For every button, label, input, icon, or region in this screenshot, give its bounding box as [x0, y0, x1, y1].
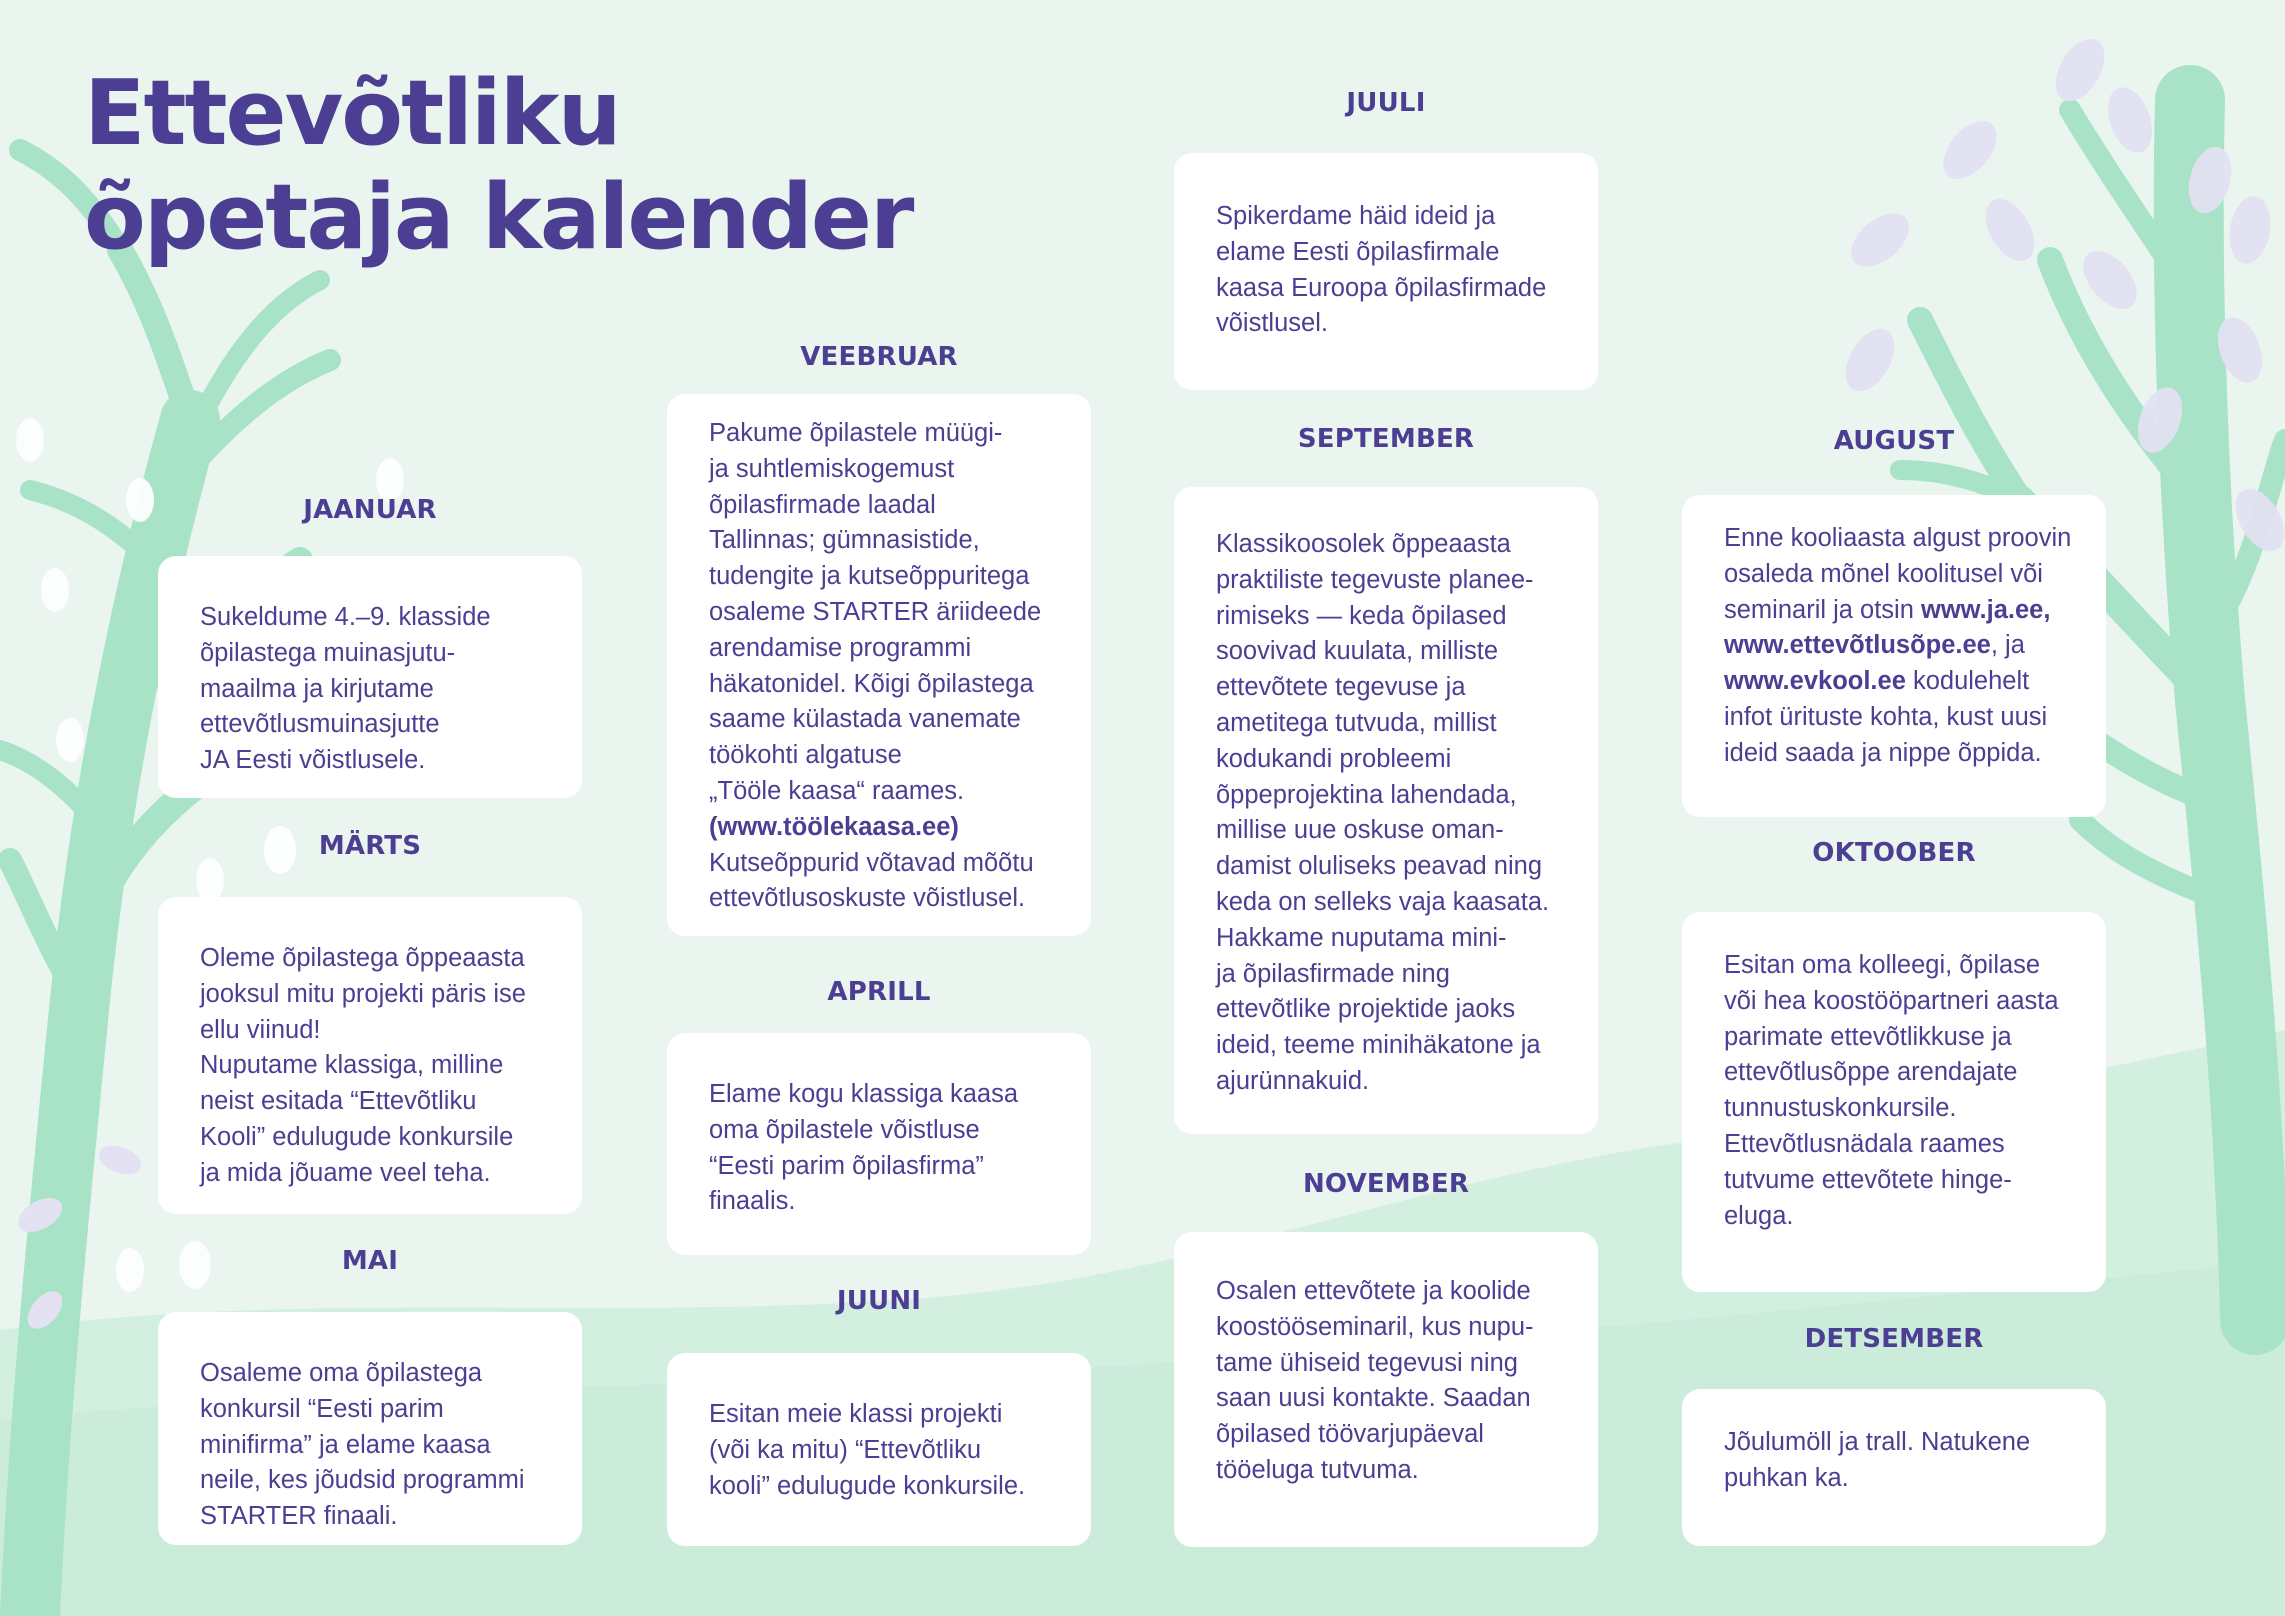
- month-text-november: Osalen ettevõtete ja koolide koostööseminaril, kus nupu- tame ühiseid tegevusi ning saan uusi kontakte. Saadan õpilased töövarjupäeval tööeluga tutvuma.: [1216, 1277, 1534, 1484]
- month-card-november: [1174, 1232, 1598, 1547]
- month-card-veebruar: [667, 394, 1091, 936]
- month-heading-juuli: JUULI: [1346, 88, 1426, 118]
- month-heading-marts: MÄRTS: [318, 831, 422, 861]
- month-heading-september: SEPTEMBER: [1297, 424, 1475, 454]
- month-card-august: [1682, 495, 2106, 817]
- month-card-mai: [158, 1312, 582, 1545]
- month-text-aprill: Elame kogu klassiga kaasa oma õpilastele võistluse “Eesti parim õpilasfirma” finaalis.: [709, 1080, 1019, 1216]
- veebruar-text-a: Pakume õpilastele müügi- ja suhtlemiskogemust õpilasfirmade laadal Tallinnas; gümnasistide, tudengite ja kutseõppuritega osaleme STARTER äriideede arendamise programmi häkatonidel. Kõigi õpilastega saame külastada vanemate töökohti algatuse „Tööle kaasa“ raames.: [709, 419, 1042, 805]
- month-text-mai: Osaleme oma õpilastega konkursil “Eesti parim minifirma” ja elame kaasa neile, kes jõudsid programmi STARTER finaali.: [200, 1359, 525, 1531]
- month-heading-veebruar: VEEBRUAR: [800, 342, 958, 372]
- veebruar-link: (www.töölekaasa.ee): [709, 812, 959, 841]
- month-card-oktoober: [1682, 912, 2106, 1292]
- august-text-c: kodulehelt infot ürituste kohta, kust uusi ideid saada ja nippe õppida.: [1724, 667, 2048, 767]
- month-card-juuli: [1174, 153, 1598, 390]
- title-line-2: õpetaja kalender: [84, 165, 913, 270]
- month-text-oktoober: Esitan oma kolleegi, õpilase või hea koostööpartneri aasta parimate ettevõtlikkuse ja ettevõtlusõppe arendajate tunnustuskonkursile. Ettevõtlusnädala raames tutvume ettevõtete hinge- eluga.: [1724, 951, 2059, 1230]
- month-text-marts: Oleme õpilastega õppeaasta jooksul mitu projekti päris ise ellu viinud! Nuputame klassiga, milline neist esitada “Ettevõtliku Kooli” edulugude konkursile ja mida jõuame veel teha.: [200, 944, 526, 1187]
- august-text-b: , ja: [1990, 631, 2025, 660]
- title-line-1: Ettevõtliku: [84, 61, 620, 166]
- month-heading-jaanuar: JAANUAR: [303, 495, 437, 525]
- month-heading-juuni: JUUNI: [836, 1286, 922, 1316]
- august-link-ettevotlusope: www.ettevõtlusõpe.ee: [1724, 631, 1991, 660]
- month-card-jaanuar: [158, 556, 582, 798]
- august-text-a: Enne kooliaasta algust proovin osaleda mõnel koolitusel või seminaril ja otsin: [1724, 524, 2072, 624]
- month-heading-mai: MAI: [341, 1246, 399, 1276]
- month-text-jaanuar: Sukeldume 4.–9. klasside õpilastega muinasjutu- maailma ja kirjutame ettevõtlusmuinasjutte JA Eesti võistlusele.: [200, 603, 491, 775]
- month-heading-aprill: APRILL: [827, 977, 931, 1007]
- month-text-august: [1724, 521, 2072, 772]
- month-card-marts: [158, 897, 582, 1214]
- month-text-detsember: Jõulumöll ja trall. Natukene puhkan ka.: [1724, 1428, 2031, 1492]
- month-heading-detsember: DETSEMBER: [1804, 1324, 1984, 1354]
- month-card-aprill: [667, 1033, 1091, 1255]
- month-heading-oktoober: OKTOOBER: [1812, 838, 1976, 868]
- month-text-september: Klassikoosolek õppeaasta praktiliste tegevuste planee- rimiseks — keda õpilased soovivad kuulata, milliste ettevõtete tegevuse ja ametitega tutvuda, millist kodukandi probleemi õppeprojektina lahendada, millise uue oskuse oman- damist oluliseks peavad ning keda on selleks vaja kaasata. Hakkame nuputama mini- ja õpilasfirmade ning ettevõtlike projektide jaoks ideid, teeme minihäkatone ja ajurünnakuid.: [1216, 530, 1550, 1095]
- august-link-ja: www.ja.ee,: [1921, 595, 2051, 624]
- month-text-juuli: Spikerdame häid ideid ja elame Eesti õpilasfirmale kaasa Euroopa õpilasfirmade võistlusel.: [1216, 202, 1547, 338]
- month-text-juuni: Esitan meie klassi projekti (või ka mitu) “Ettevõtliku kooli” edulugude konkursile.: [709, 1400, 1026, 1500]
- month-heading-august: AUGUST: [1833, 426, 1955, 456]
- month-heading-november: NOVEMBER: [1302, 1169, 1470, 1199]
- month-card-september: [1174, 487, 1598, 1134]
- month-text-veebruar: [709, 416, 1057, 917]
- august-link-evkool: www.evkool.ee: [1724, 667, 1906, 696]
- month-card-detsember: [1682, 1389, 2106, 1546]
- veebruar-text-b: Kutseõppurid võtavad mõõtu ettevõtlusoskuste võistlusel.: [709, 848, 1034, 913]
- page-title: [84, 62, 912, 270]
- month-card-juuni: [667, 1353, 1091, 1546]
